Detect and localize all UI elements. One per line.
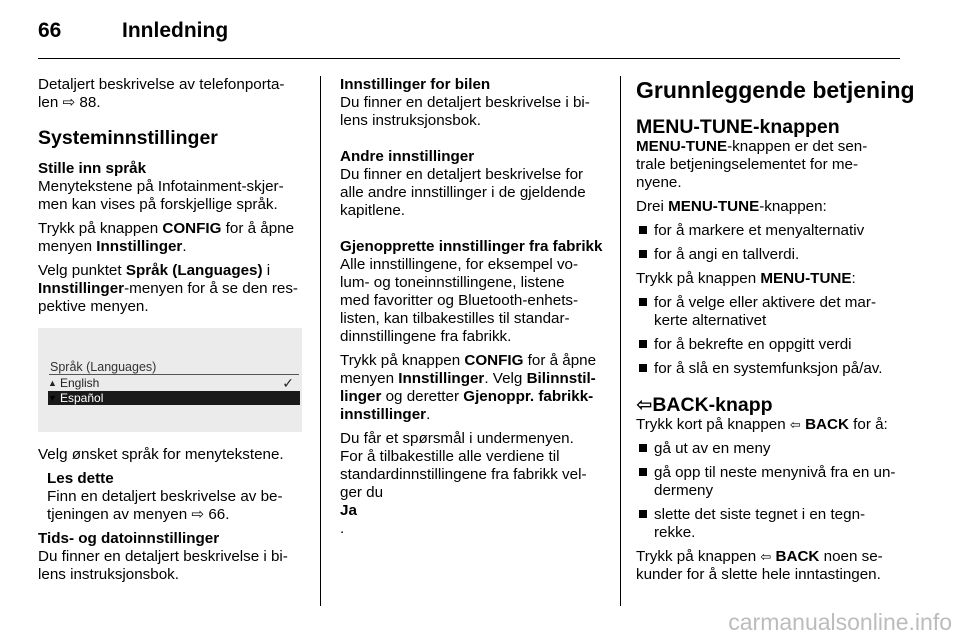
subheading-factory-reset: Gjenopprette innstillinger fra fabrikk [340,238,603,255]
list-item: slette det siste tegnet i en tegn- rekke. [636,506,908,542]
back-final-paragraph: Trykk på knappen ⇦ BACK noen se- kunder for å slette hele inntastingen. [636,548,883,583]
watermark: carmanualsonline.info [728,609,952,635]
page-title: Innledning [122,19,229,42]
subheading-language: Stille inn språk [38,160,147,177]
column-left [38,76,304,590]
factory-reset-paragraph-2: Trykk på knappen CONFIG for å åpne menyen Innstillinger. Velg Bilinnstil- linger og deretter Gjenoppr. fabrikk- innstillinger. [340,352,597,423]
column-divider-1 [320,76,321,606]
back-arrow-icon: ⇦ [636,394,653,416]
page-number: 66 [38,19,62,42]
back-intro: Trykk kort på knappen ⇦ BACK for å: [636,416,888,433]
back-list [636,440,908,542]
checkmark-icon: ✓ [282,375,294,391]
press-list [636,294,908,378]
heading-back-button: ⇦BACK-knapp [636,394,773,416]
menu-tune-paragraph: MENU-TUNE-knappen er det sen- trale betjeningselementet for me- nyene. [636,138,868,191]
scroll-up-icon: ▲ [48,378,57,388]
list-item: for å angi en tallverdi. [636,246,908,264]
turn-list [636,222,908,264]
time-date-paragraph: Du finner en detaljert beskrivelse i bi- lens instruksjonsbok. [38,548,288,583]
back-arrow-icon: ⇦ [760,549,772,564]
factory-reset-paragraph-1: Alle innstillingene, for eksempel vo- lum- og toneinnstillingene, listene med favoritter og Bluetooth-enhets- listen, kan tilbakestilles til standar- dinnstillingene fra fabrikk. [340,256,579,345]
press-intro: Trykk på knappen MENU-TUNE: [636,270,856,287]
note-heading: Les dette [47,470,114,487]
after-screen-text: Velg ønsket språk for menytekstene. [38,446,284,463]
car-settings-paragraph: Du finner en detaljert beskrivelse i bi- lens instruksjonsbok. [340,94,590,129]
screen-title: Språk (Languages) [50,360,157,374]
list-item: gå ut av en meny [636,440,908,458]
main-heading-basic-operation: Grunnleggende betjening [636,77,915,103]
list-item: for å markere et menyalternativ [636,222,908,240]
list-item: for å velge eller aktivere det mar- kerte alternativet [636,294,908,330]
note-box: Les dette Finn en detaljert beskrivelse av be- tjeningen av menyen ⇨ 66. [38,470,304,524]
screen-divider [49,374,299,375]
heading-menu-tune: MENU-TUNE-knappen [636,116,840,138]
option-espanol-selected: ▼ Español [48,391,300,405]
turn-intro: Drei MENU-TUNE-knappen: [636,198,827,215]
language-menu-screenshot [38,328,302,432]
option-english: ▲ English ✓ [48,375,294,391]
section-heading-system-settings: Systeminnstillinger [38,127,218,149]
column-right [636,76,915,590]
subheading-other-settings: Andre innstillinger [340,148,475,165]
other-settings-paragraph: Du finner en detaljert beskrivelse for alle andre innstillinger i de gjeldende kapitlene. [340,166,586,219]
subheading-time-date: Tids- og datoinnstillinger [38,530,220,547]
column-middle [340,76,604,544]
language-paragraph-1: Menytekstene på Infotainment-skjer- men kan vises på forskjellige språk. [38,178,284,213]
column-divider-2 [620,76,621,606]
language-paragraph-3: Velg punktet Språk (Languages) i Innstillinger-menyen for å se den res- pektive menyen. [38,262,298,315]
subheading-car-settings: Innstillinger for bilen [340,76,491,93]
list-item: gå opp til neste menynivå fra en un- dermeny [636,464,908,500]
language-paragraph-2: Trykk på knappen CONFIG for å åpne menyen Innstillinger. [38,220,295,255]
intro-paragraph: Detaljert beskrivelse av telefonporta- len ⇨ 88. [38,76,285,111]
back-arrow-icon: ⇦ [789,417,801,432]
factory-reset-paragraph-3: Du får et spørsmål i undermenyen. For å tilbakestille alle verdiene til standardinnstillingene fra fabrikk vel- ger du Ja . [340,430,587,537]
list-item: for å slå en systemfunksjon på/av. [636,360,908,378]
list-item: for å bekrefte en oppgitt verdi [636,336,908,354]
header-divider [38,58,900,59]
scroll-down-icon: ▼ [48,393,57,403]
